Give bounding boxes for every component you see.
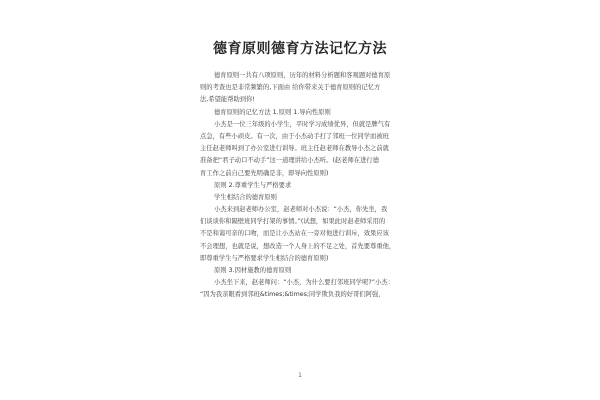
- section-heading: 原则 3.因材施教的德育原则: [214, 267, 292, 274]
- paragraph-line: 不是和蔼可亲的口吻，而是让小杰站在一旁对他进行训斥，效果应该: [200, 230, 389, 238]
- paragraph-line: 小杰是一位三年级的小学生，平时学习成绩优异，但就是脾气有: [214, 120, 391, 128]
- section-heading: 德育原则的记忆方法 1.原则 1.导向性原则: [214, 108, 331, 116]
- section-heading: 原则 2.尊重学生与严格要求: [214, 181, 292, 189]
- page-number: 1: [298, 372, 302, 379]
- paragraph-line: 们谈谈你和隔壁班同学打架的事情。”(试想，如果此时赵老师采用的: [200, 218, 386, 226]
- paragraph-line: 点急，有些小顽皮。有一次，由于小杰动手打了邻班一位同学而被班: [200, 132, 389, 140]
- paragraph-line: “因为我亲眼看到邻班&times;&times;同学欺负我的好哥们阿强，: [200, 291, 385, 299]
- paragraph-line: 即尊重学生与严格要求学生相结合的德育原则): [200, 254, 329, 262]
- section-heading: 学生相结合的德育原则: [214, 193, 277, 201]
- document-title: 德育原则德育方法记忆方法: [213, 41, 387, 57]
- paragraph-line: 小杰坐下来，赵老师问：“小杰，为什么要打邻班同学呢?”小杰：: [214, 279, 394, 287]
- paragraph-line: 不会理想，也就是说，想改造一个人身上的不足之处，首先要尊重他，: [200, 242, 396, 250]
- paragraph-line: 准备把“君子动口不动手”这一道理讲给小杰听。(赵老师在进行德: [200, 157, 379, 165]
- paragraph-line: 法,希望能帮助到你!: [200, 96, 255, 104]
- paragraph-line: 小杰来到赵老师办公室，赵老师对小杰说：“小杰，你先坐，我: [214, 206, 388, 214]
- paragraph-line: 育工作之前自己要先明确是非，即导向性原则): [200, 169, 329, 177]
- paragraph-line: 德育原则一共有八项原则，历年的材料分析题和客观题对德育原: [214, 72, 391, 79]
- document-body: [200, 70, 410, 302]
- paragraph-line: 则的考查也是非常频繁的,下面由 给你带来关于德育原则的记忆方: [200, 84, 381, 92]
- paragraph-line: 主任赵老师叫到了办公室进行训导。班主任赵老师在教导小杰之前就: [200, 145, 389, 153]
